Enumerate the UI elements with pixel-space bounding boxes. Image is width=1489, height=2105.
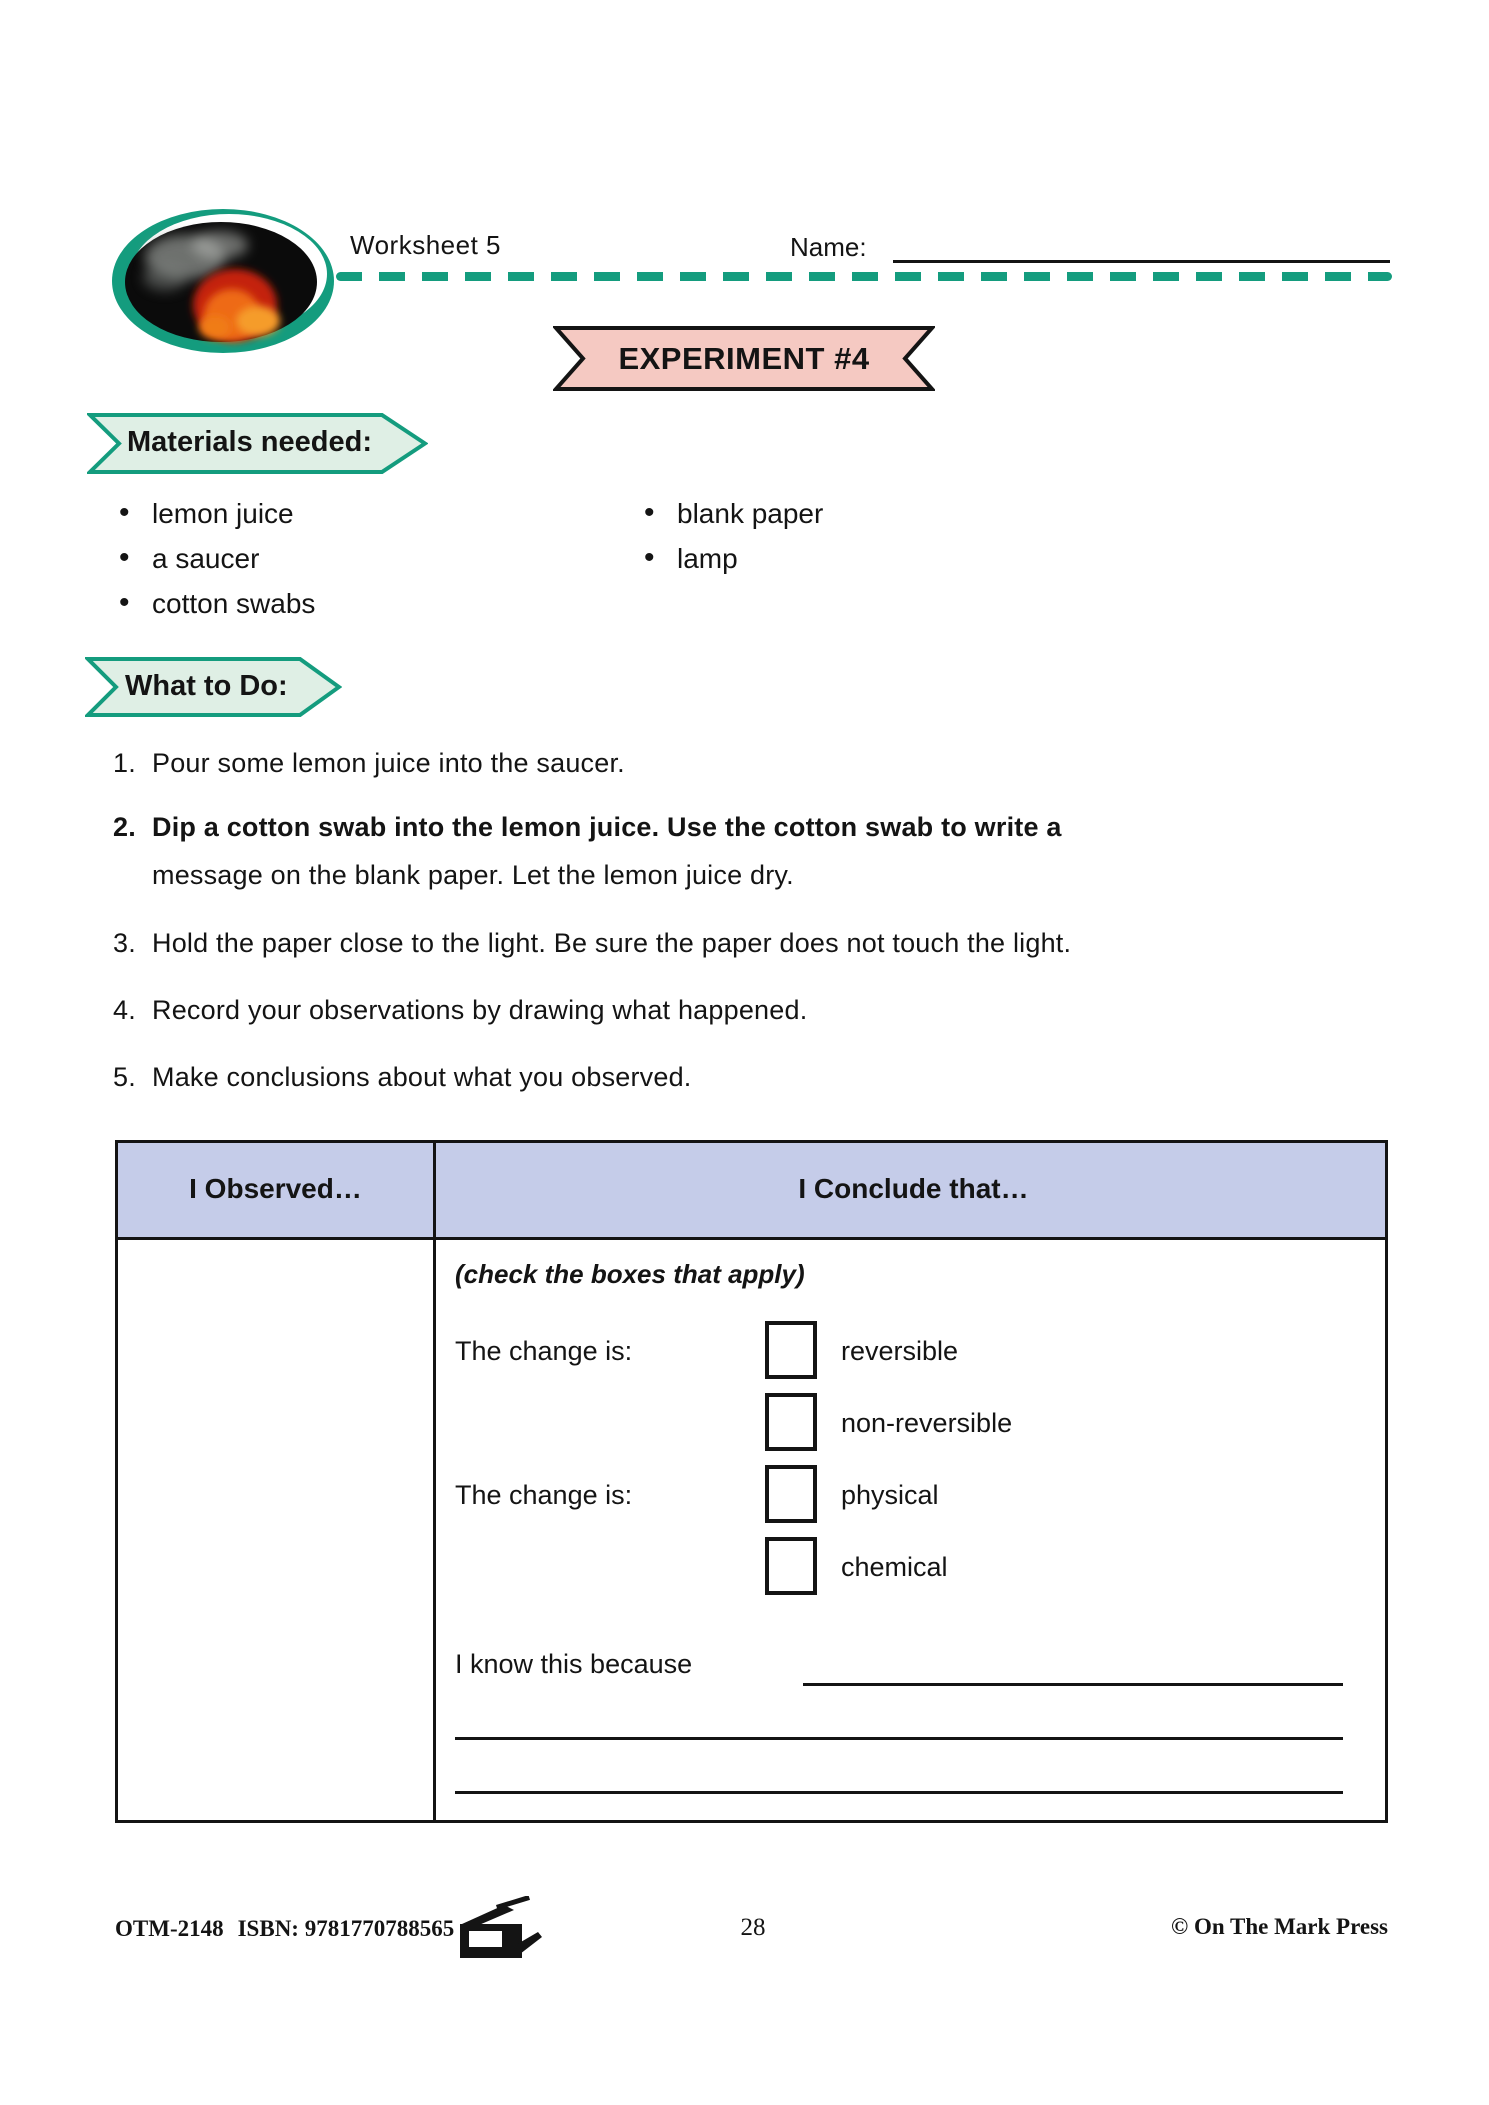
isbn: ISBN: 9781770788565 <box>237 1916 455 1941</box>
step-text: Pour some lemon juice into the saucer. <box>152 748 625 778</box>
change-is-label: The change is: <box>455 1480 633 1510</box>
check-note: (check the boxes that apply) <box>455 1259 805 1289</box>
column-divider <box>433 1143 436 1820</box>
worksheet-label: Worksheet 5 <box>350 230 501 260</box>
step-3 <box>113 928 1403 959</box>
checkbox-reversible[interactable] <box>765 1321 817 1379</box>
step-2-continued: message on the blank paper. Let the lemon juice dry. <box>152 860 794 890</box>
step-text: Dip a cotton swab into the lemon juice. Use the cotton swab to write a <box>152 812 1062 842</box>
what-to-do-banner <box>85 656 342 718</box>
page-number: 28 <box>740 1914 766 1941</box>
dashed-divider <box>336 272 1392 281</box>
what-to-do-heading: What to Do: <box>125 670 288 702</box>
step-text: Make conclusions about what you observed. <box>152 1062 692 1092</box>
option-label-physical: physical <box>841 1480 939 1510</box>
material-item: • lemon juice <box>152 498 294 530</box>
step-number: 1. <box>113 748 136 778</box>
step-number: 4. <box>113 995 136 1025</box>
step-number: 3. <box>113 928 136 958</box>
checkbox-non-reversible[interactable] <box>765 1393 817 1451</box>
conclude-column-header: I Conclude that… <box>798 1173 1029 1204</box>
fire-logo-icon <box>110 205 340 363</box>
material-item: • blank paper <box>677 498 823 530</box>
step-2 <box>113 812 1403 843</box>
material-item: • lamp <box>677 543 738 575</box>
observed-column-header: I Observed… <box>189 1173 362 1204</box>
option-label-non-reversible: non-reversible <box>841 1408 1013 1438</box>
option-label-reversible: reversible <box>841 1336 959 1366</box>
step-5 <box>113 1062 1403 1093</box>
know-because-label: I know this because <box>455 1649 693 1679</box>
materials-heading: Materials needed: <box>127 426 372 458</box>
change-is-label: The change is: <box>455 1336 633 1366</box>
name-input-line[interactable] <box>893 260 1390 263</box>
material-item: • a saucer <box>152 543 259 575</box>
photocopier-icon <box>452 1896 544 1962</box>
checkbox-physical[interactable] <box>765 1465 817 1523</box>
materials-banner <box>87 412 428 475</box>
observation-table <box>115 1140 1388 1823</box>
step-text: Hold the paper close to the light. Be sure the paper does not touch the light. <box>152 928 1072 958</box>
checkbox-chemical[interactable] <box>765 1537 817 1595</box>
step-text: Record your observations by drawing what happened. <box>152 995 808 1025</box>
footer-product-code <box>115 1916 468 1942</box>
experiment-banner <box>553 325 935 392</box>
step-4 <box>113 995 1403 1026</box>
footer-copyright: © On The Mark Press <box>1171 1914 1388 1939</box>
name-label: Name: <box>790 232 867 262</box>
material-item: • cotton swabs <box>152 588 315 620</box>
experiment-title: EXPERIMENT #4 <box>618 341 870 376</box>
observed-drawing-cell[interactable] <box>118 1243 433 1820</box>
option-label-chemical: chemical <box>841 1552 948 1582</box>
step-1 <box>113 748 1403 779</box>
step-number: 2. <box>113 812 136 842</box>
answer-line[interactable] <box>455 1737 1343 1740</box>
answer-line[interactable] <box>455 1791 1343 1794</box>
otm-code: OTM-2148 <box>115 1916 224 1941</box>
answer-line[interactable] <box>803 1683 1343 1686</box>
step-number: 5. <box>113 1062 136 1092</box>
